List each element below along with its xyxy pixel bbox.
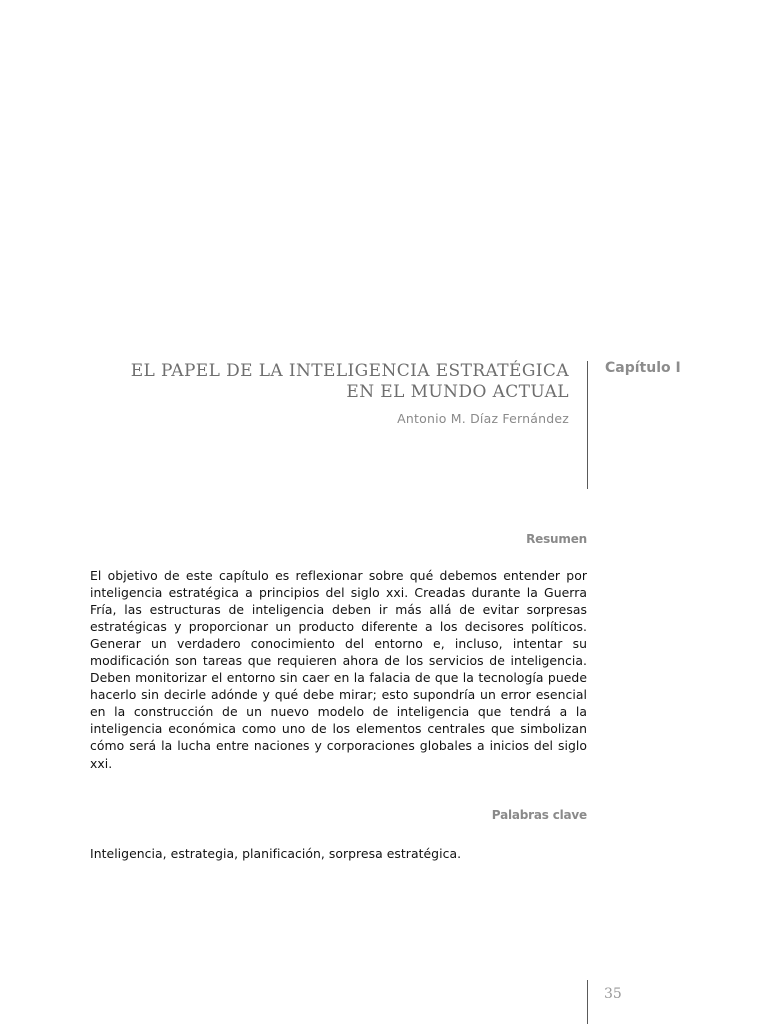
- chapter-title-block: [90, 361, 569, 426]
- page-number: 35: [604, 986, 622, 1002]
- keywords-heading: Palabras clave: [491, 808, 587, 822]
- keywords-text: Inteligencia, estrategia, planificación, sorpresa estratégica.: [90, 846, 462, 861]
- chapter-title-line-2: EN EL MUNDO ACTUAL: [346, 382, 569, 402]
- footer-divider: [587, 980, 588, 1024]
- chapter-label: Capítulo I: [605, 360, 681, 376]
- chapter-author: Antonio M. Díaz Fernández: [397, 411, 569, 426]
- chapter-title-line-1: EL PAPEL DE LA INTELIGENCIA ESTRATÉGICA: [130, 361, 569, 381]
- abstract-heading: Resumen: [526, 532, 587, 546]
- abstract-text: El objetivo de este capítulo es reflexionar sobre qué debemos entender por inteligencia estratégica a principios del siglo xxi. Creadas durante la Guerra Fría, las estructuras de inteligencia deben ir más allá de evitar sorpresas estratégicas y proporcionar un producto diferente a los decisores políticos. Generar un verdadero conocimiento del entorno e, incluso, intentar su modificación son tareas que requieren ahora de los servicios de inteligencia. Deben monitorizar el entorno sin caer en la falacia de que la tecnología puede hacerlo sin decirle adónde y qué debe mirar; esto supondría un error esencial en la construcción de un nuevo modelo de inteligencia que tendrá a la inteligencia económica como uno de los elementos centrales que simbolizan cómo será la lucha entre naciones y corporaciones globales a inicios del siglo xxi.: [90, 568, 587, 771]
- title-divider: [587, 361, 588, 489]
